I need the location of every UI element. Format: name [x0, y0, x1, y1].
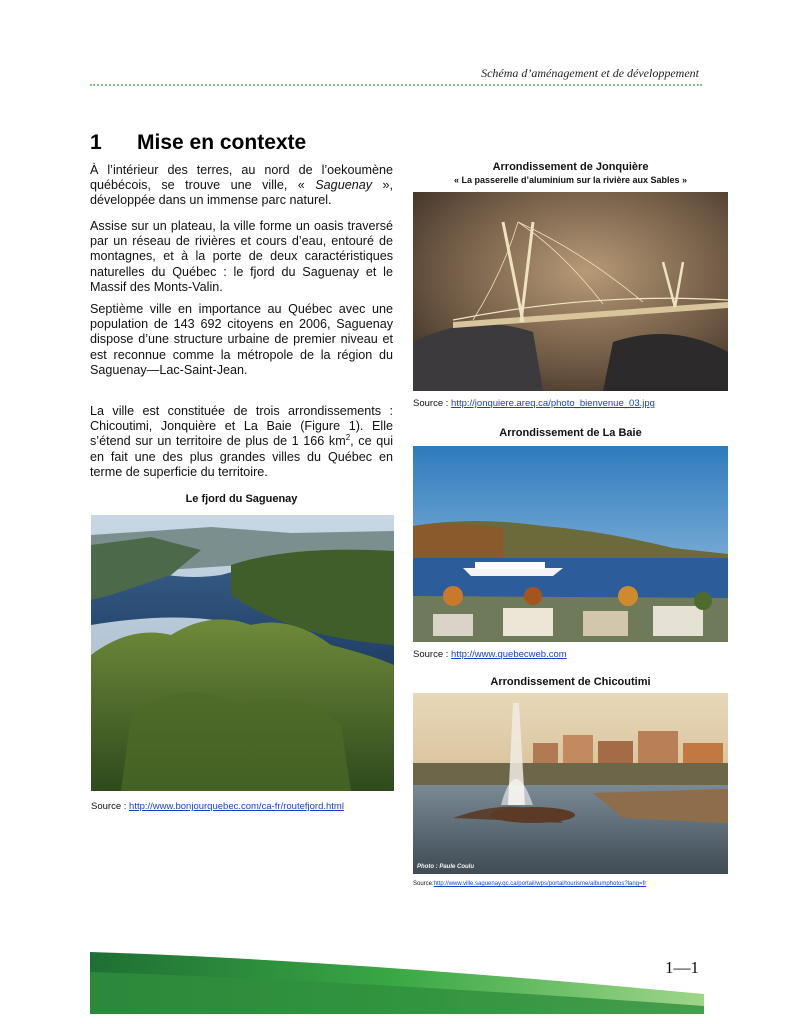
figure-title-jonquiere: Arrondissement de Jonquière — [492, 161, 649, 173]
section-title: Mise en contexte — [137, 131, 307, 154]
section-heading — [90, 131, 306, 155]
fjord-source: Source : http://www.bonjourquebec.com/ca-fr/routefjord.html — [91, 801, 344, 812]
paragraph-plateau: Assise sur un plateau, la ville forme un oasis traversé par un réseau de rivières et cours d’eau, entouré de montagnes, et à la porte de deux caractéristiques naturelles du Québec : le fjord du Saguenay et le Massif des Monts-Valin. — [90, 219, 393, 294]
city-name-italic: Saguenay — [315, 178, 373, 193]
chicoutimi-photo — [413, 693, 728, 874]
paragraph-population: Septième ville en importance au Québec avec une population de 143 692 citoyens en 2006, Saguenay dispose d’une structure urbaine de premier niveau et est reconnue comme la métropole de la région du Saguenay—Lac-Saint-Jean. — [90, 302, 393, 377]
photo-credit: Photo : Paule Coulu — [417, 864, 474, 870]
figure-subtitle-jonquiere: « La passerelle d’aluminium sur la rivière aux Sables » — [453, 175, 688, 185]
jonquiere-source: Source : http://jonquiere.areq.ca/photo_bienvenue_03.jpg — [413, 398, 655, 409]
jonquiere-bridge-photo — [413, 192, 728, 391]
figure-title-fjord: Le fjord du Saguenay — [185, 493, 298, 505]
labaie-source: Source : http://www.quebecweb.com — [413, 649, 567, 660]
labaie-source-link[interactable]: http://www.quebecweb.com — [451, 649, 567, 660]
labaie-photo — [413, 446, 728, 642]
section-number: 1 — [90, 131, 102, 154]
footer-green-band — [90, 950, 704, 1014]
chicoutimi-source: Source:http://www.ville.saguenay.qc.ca/portail/wps/portal/tourisme/albumphotos?lang=fr — [413, 881, 647, 887]
paragraph-territory: La ville est constituée de trois arrondissements : Chicoutimi, Jonquière et La Baie (Figure 1). Elle s’étend sur un territoire de plus de 1 166 $km^2$, ce qui en fait une des plus grandes villes du Québec en terme de superficie du territoire. — [90, 404, 393, 479]
fjord-source-link[interactable]: http://www.bonjourquebec.com/ca-fr/routefjord.html — [129, 801, 344, 812]
page-number: 1—1 — [665, 958, 699, 977]
chicoutimi-source-link[interactable]: http://www.ville.saguenay.qc.ca/portail/wps/portal/tourisme/albumphotos?lang=fr — [433, 881, 647, 887]
running-header: Schéma d’aménagement et de développement — [481, 66, 699, 80]
jonquiere-source-link[interactable]: http://jonquiere.areq.ca/photo_bienvenue_03.jpg — [451, 398, 655, 409]
figure-title-labaie: Arrondissement de La Baie — [499, 427, 642, 439]
figure-title-chicoutimi: Arrondissement de Chicoutimi — [490, 676, 651, 688]
paragraph-intro: À l’intérieur des terres, au nord de l’oekoumène québécois, se trouve une ville, « Saguenay », développée dans un immense parc naturel. — [90, 163, 393, 208]
header-divider — [90, 84, 702, 86]
fjord-photo — [91, 515, 394, 791]
superscript-2: 2 — [345, 433, 351, 443]
